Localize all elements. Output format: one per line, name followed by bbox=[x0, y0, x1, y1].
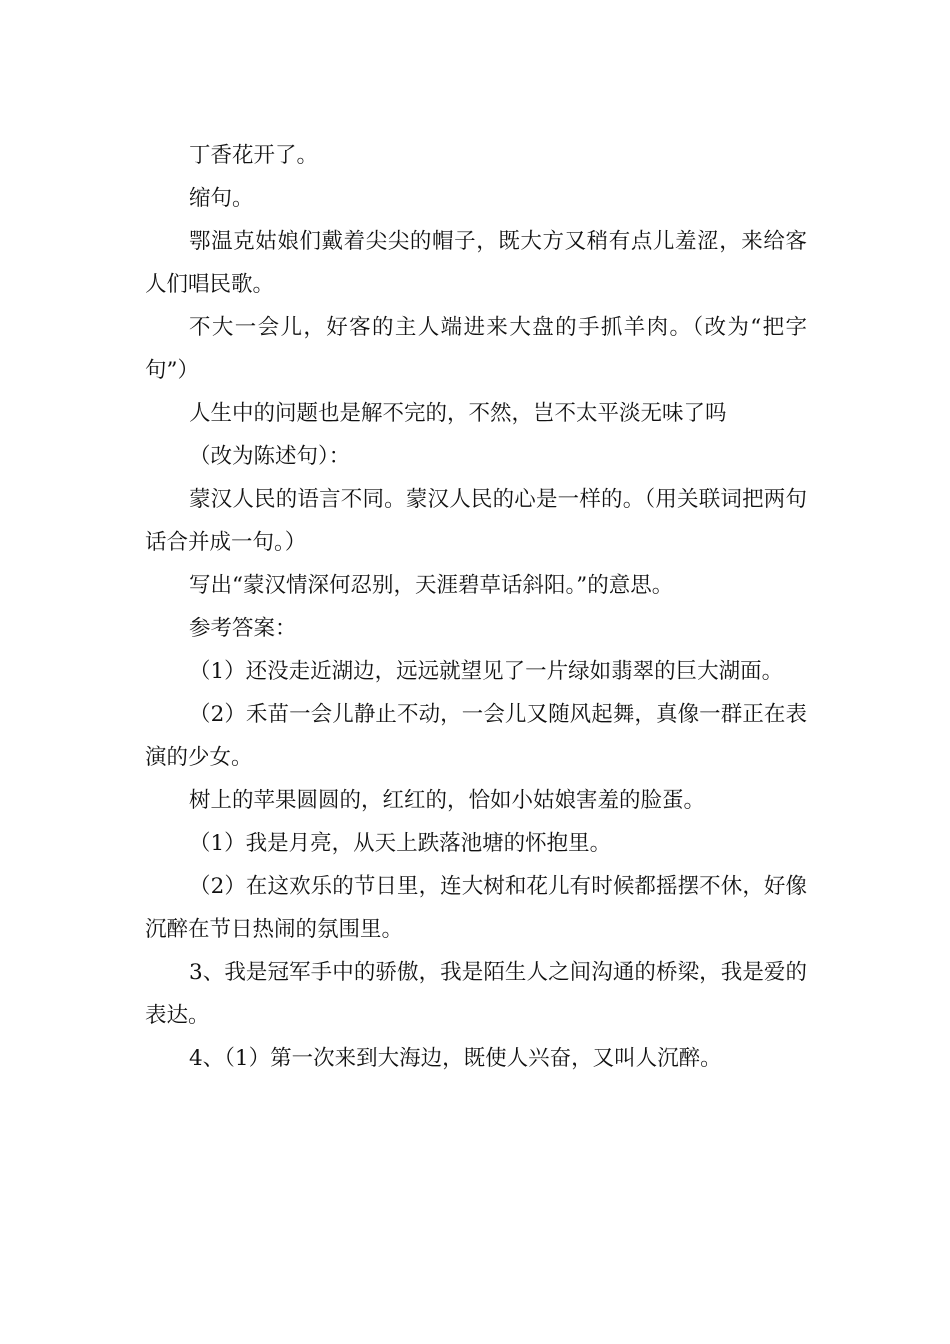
paragraph-3: 鄂温克姑娘们戴着尖尖的帽子，既大方又稍有点儿羞涩，来给客人们唱民歌。 bbox=[145, 229, 807, 297]
paragraph-14: （2）在这欢乐的节日里，连大树和花儿有时候都摇摆不休，好像沉醉在节日热闹的氛围里。 bbox=[145, 874, 807, 942]
document-body bbox=[145, 134, 807, 1080]
paragraph-11: （2）禾苗一会儿静止不动，一会儿又随风起舞，真像一群正在表演的少女。 bbox=[145, 702, 807, 770]
paragraph-9: 参考答案： bbox=[189, 616, 297, 641]
paragraph-2: 缩句。 bbox=[189, 186, 254, 211]
paragraph-12: 树上的苹果圆圆的，红红的，恰如小姑娘害羞的脸蛋。 bbox=[189, 788, 706, 813]
paragraph-7: 蒙汉人民的语言不同。蒙汉人民的心是一样的。（用关联词把两句话合并成一句。） bbox=[145, 487, 807, 555]
paragraph-6: （改为陈述句）： bbox=[189, 444, 351, 469]
paragraph-4: 不大一会儿，好客的主人端进来大盘的手抓羊肉。（改为“把字句”） bbox=[145, 315, 807, 383]
paragraph-8: 写出“蒙汉情深何忍别，天涯碧草话斜阳。”的意思。 bbox=[189, 573, 674, 598]
paragraph-1: 丁香花开了。 bbox=[189, 143, 319, 168]
paragraph-15: 3、我是冠军手中的骄傲，我是陌生人之间沟通的桥梁，我是爱的表达。 bbox=[145, 960, 807, 1028]
paragraph-13: （1）我是月亮，从天上跌落池塘的怀抱里。 bbox=[189, 831, 612, 856]
paragraph-5: 人生中的问题也是解不完的，不然，岂不太平淡无味了吗 bbox=[189, 401, 727, 426]
paragraph-16: 4、（1）第一次来到大海边，既使人兴奋，又叫人沉醉。 bbox=[189, 1046, 722, 1071]
paragraph-10: （1）还没走近湖边，远远就望见了一片绿如翡翠的巨大湖面。 bbox=[189, 659, 784, 684]
